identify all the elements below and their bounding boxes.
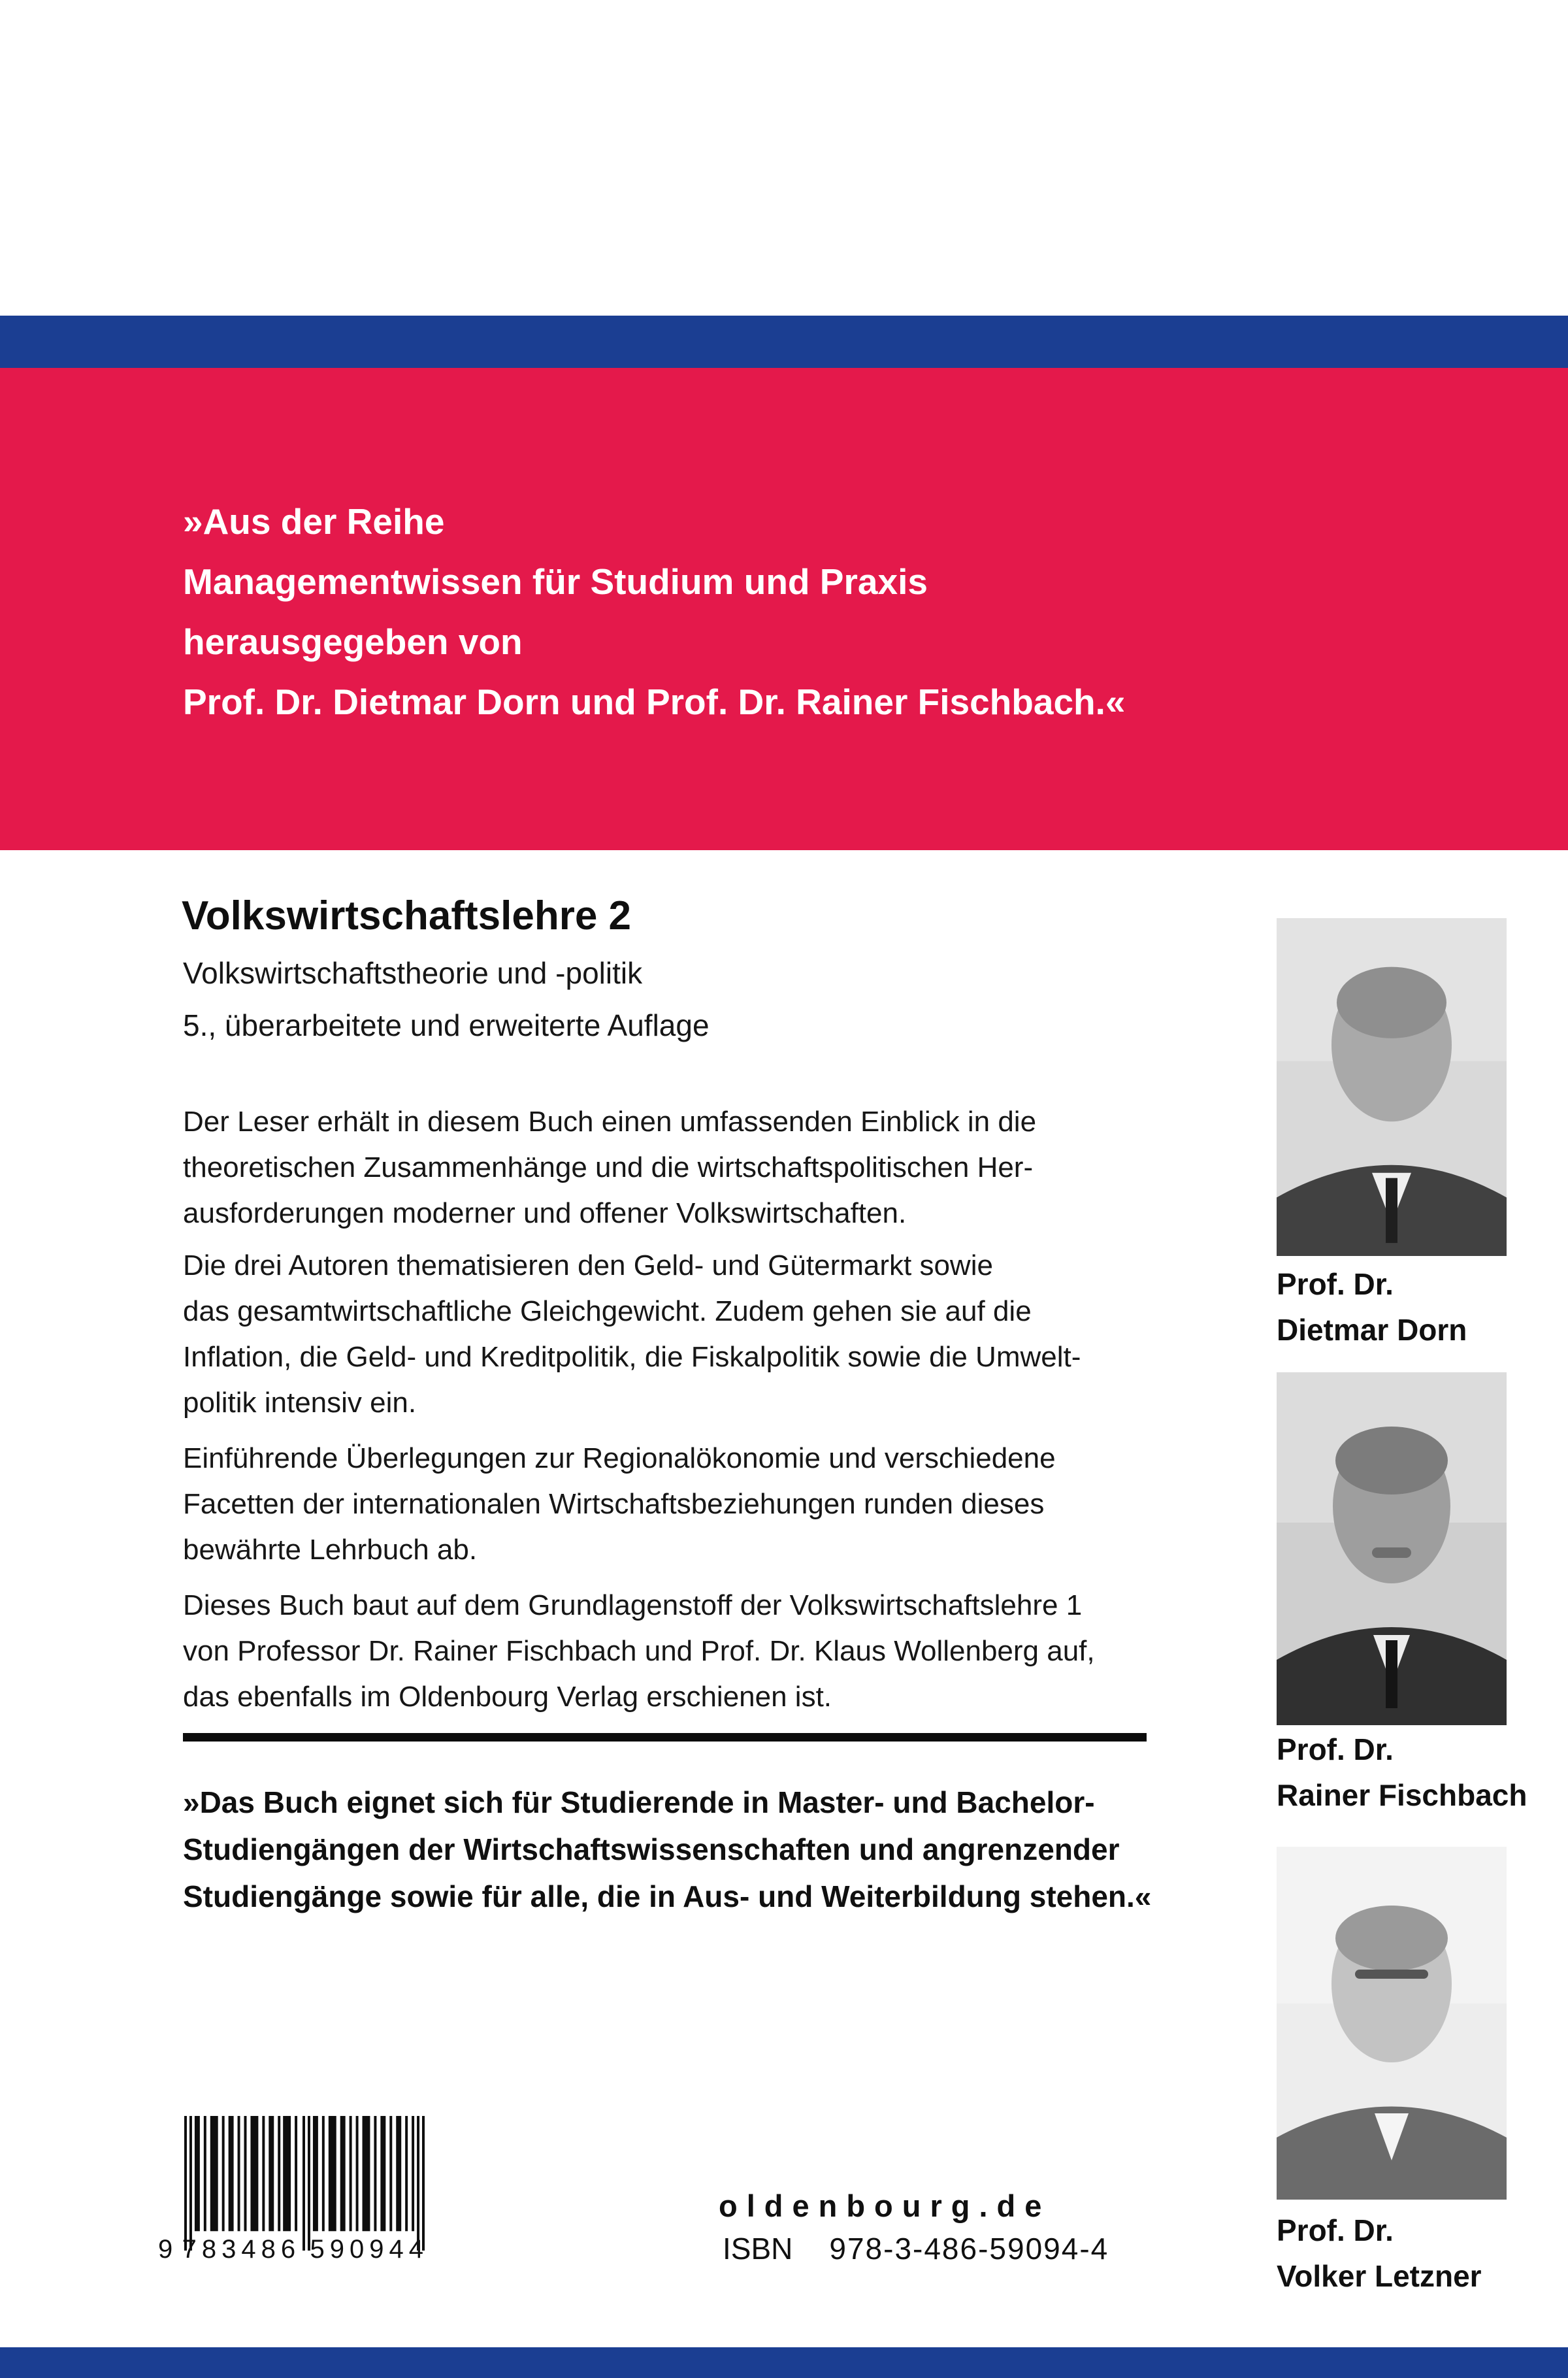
series-banner-line: Prof. Dr. Dietmar Dorn und Prof. Dr. Rainer Fischbach.« [183,682,1126,722]
text-line: politik intensiv ein. [183,1387,417,1419]
series-banner-line: »Aus der Reihe [183,501,445,542]
review-quote [183,1779,1151,1920]
divider-rule [183,1733,1147,1742]
top-blue-band [0,316,1568,368]
text-line: das ebenfalls im Oldenbourg Verlag erschienen ist. [183,1681,832,1713]
author-photo-volker-letzner [1277,1847,1507,2200]
barcode-digit-group: 783486 [182,2235,301,2264]
author-photo-rainer-fischbach [1277,1372,1507,1725]
ean-barcode [184,2116,425,2252]
description-paragraph-2 [183,1243,1081,1426]
quote-line: Studiengängen der Wirtschaftswissenschaften und angrenzender [183,1832,1120,1866]
description-paragraph-3 [183,1436,1056,1573]
text-line: Facetten der internationalen Wirtschaftsbeziehungen runden dieses [183,1488,1045,1520]
isbn-row [723,2231,1109,2266]
text-line: Dieses Buch baut auf dem Grundlagenstoff der Volkswirtschaftslehre 1 [183,1589,1083,1621]
description-paragraph-1 [183,1099,1036,1236]
book-subtitle: Volkswirtschaftstheorie und -politik [183,956,643,990]
text-line: bewährte Lehrbuch ab. [183,1534,478,1566]
author-caption-rainer-fischbach [1277,1726,1527,1818]
text-line: Einführende Überlegungen zur Regionalökonomie und verschiedene [183,1442,1056,1474]
text-line: ausforderungen moderner und offener Volkswirtschaften. [183,1197,907,1229]
description-paragraph-4 [183,1583,1095,1720]
barcode-digits [158,2235,429,2264]
author-title: Prof. Dr. [1277,1732,1394,1766]
author-title: Prof. Dr. [1277,2213,1394,2247]
author-name: Dietmar Dorn [1277,1313,1467,1347]
author-photo-dietmar-dorn [1277,918,1507,1256]
barcode-digit-left: 9 [158,2235,173,2264]
series-banner-line: herausgegeben von [183,621,523,662]
text-line: Der Leser erhält in diesem Buch einen umfassenden Einblick in die [183,1106,1037,1138]
text-line: Die drei Autoren thematisieren den Geld- und Gütermarkt sowie [183,1249,993,1281]
book-title: Volkswirtschaftslehre 2 [182,893,632,938]
quote-line: »Das Buch eignet sich für Studierende in Master- und Bachelor- [183,1785,1095,1819]
text-line: das gesamtwirtschaftliche Gleichgewicht. Zudem gehen sie auf die [183,1295,1032,1327]
publisher-website: oldenbourg.de [719,2188,1051,2223]
portrait-photo-icon [1277,1372,1507,1725]
portrait-photo-icon [1277,1847,1507,2200]
text-line: von Professor Dr. Rainer Fischbach und Prof. Dr. Klaus Wollenberg auf, [183,1635,1095,1667]
barcode-digit-group: 590944 [310,2235,429,2264]
author-name: Volker Letzner [1277,2259,1482,2293]
isbn-label: ISBN [723,2232,793,2266]
text-line: Inflation, die Geld- und Kreditpolitik, die Fiskalpolitik sowie die Umwelt- [183,1341,1081,1373]
barcode-bars-icon [184,2116,425,2252]
book-edition: 5., überarbeitete und erweiterte Auflage [183,1008,710,1042]
quote-line: Studiengänge sowie für alle, die in Aus- und Weiterbildung stehen.« [183,1879,1152,1913]
author-name: Rainer Fischbach [1277,1778,1527,1812]
author-caption-dietmar-dorn [1277,1261,1467,1353]
author-title: Prof. Dr. [1277,1267,1394,1301]
series-banner-line: Managementwissen für Studium und Praxis [183,561,928,602]
bottom-blue-band [0,2347,1568,2378]
isbn-number: 978-3-486-59094-4 [829,2232,1109,2266]
series-banner-text [183,491,1126,732]
author-caption-volker-letzner [1277,2207,1482,2299]
portrait-photo-icon [1277,918,1507,1256]
text-line: theoretischen Zusammenhänge und die wirtschaftspolitischen Her- [183,1151,1034,1183]
